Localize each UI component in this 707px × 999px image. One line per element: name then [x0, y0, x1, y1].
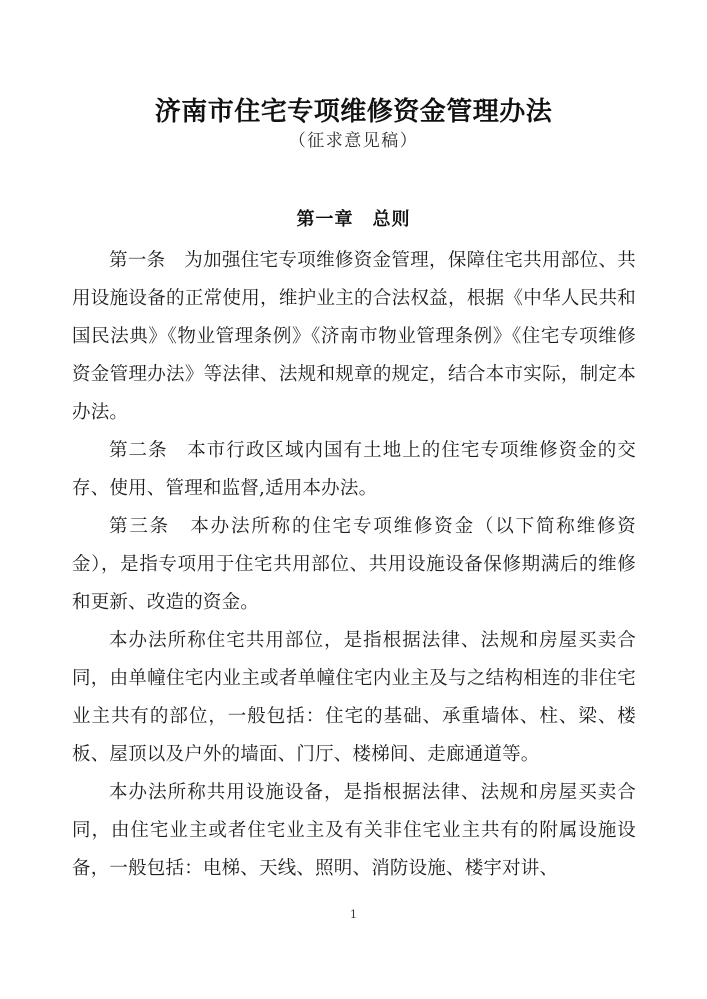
document-subtitle: （征求意见稿） [288, 131, 419, 151]
article-paragraph: 本办法所称共用设施设备，是指根据法律、法规和房屋买卖合同，由住宅业主或者住宅业主及有关非住宅业主共有的附属设施设备，一般包括：电梯、天线、照明、消防设施、楼宇对讲、 [72, 782, 636, 879]
page-title: 济南市住宅专项维修资金管理办法 [154, 97, 553, 128]
article-paragraph: 第三条 本办法所称的住宅专项维修资金（以下简称维修资金），是指专项用于住宅共用部位、共用设施设备保修期满后的维修和更新、改造的资金。 [72, 516, 636, 613]
document-body [72, 242, 636, 888]
article-paragraph: 第一条 为加强住宅专项维修资金管理，保障住宅共用部位、共用设施设备的正常使用，维护业主的合法权益，根据《中华人民共和国民法典》《物业管理条例》《济南市物业管理条例》《住宅专项维修资金管理办法》等法律、法规和规章的规定，结合本市实际，制定本办法。 [72, 250, 636, 423]
article-paragraph: 本办法所称住宅共用部位，是指根据法律、法规和房屋买卖合同，由单幢住宅内业主或者单幢住宅内业主及与之结构相连的非住宅业主共有的部位，一般包括：住宅的基础、承重墙体、柱、梁、楼板、屋顶以及户外的墙面、门厅、楼梯间、走廊通道等。 [72, 630, 636, 765]
page-number: 1 [350, 908, 357, 921]
chapter-heading: 第一章 总则 [296, 208, 411, 230]
article-paragraph: 第二条 本市行政区域内国有土地上的住宅专项维修资金的交存、使用、管理和监督,适用本办法。 [72, 440, 636, 499]
